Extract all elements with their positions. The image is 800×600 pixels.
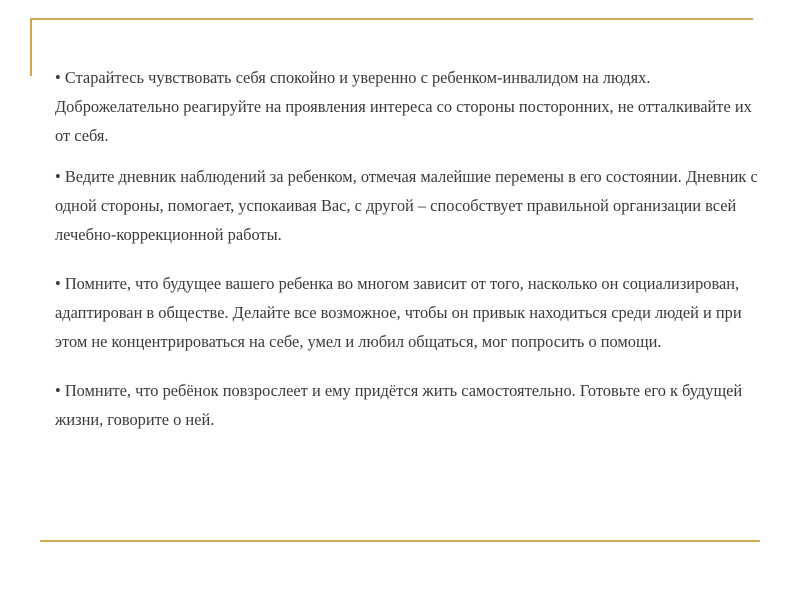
paragraph-socialization: • Помните, что будущее вашего ребенка во многом зависит от того, насколько он социализирован, адаптирован в обществе. Делайте все возможное, чтобы он привык находиться среди людей и при этом не концентрироваться на себе, умел и любил общаться, мог попросить о помощи. (55, 274, 742, 351)
paragraph-calm-confidence: • Старайтесь чувствовать себя спокойно и уверенно с ребенком-инвалидом на людях. Доброжелательно реагируйте на проявления интереса со стороны посторонних, не отталкивайте их от себя. (55, 68, 752, 145)
paragraph-independent-life: • Помните, что ребёнок повзрослеет и ему придётся жить самостоятельно. Готовьте его к будущей жизни, говорите о ней. (55, 381, 743, 429)
paragraph-observation-diary: • Ведите дневник наблюдений за ребенком, отмечая малейшие перемены в его состоянии. Дневник с одной стороны, помогает, успокаивая Вас, с другой – способствует правильной организации всей лечебно-коррекционной работы. (55, 167, 758, 244)
top-divider (30, 18, 753, 20)
slide-content (55, 63, 765, 434)
top-corner-accent (30, 18, 32, 76)
bottom-divider (40, 540, 760, 542)
